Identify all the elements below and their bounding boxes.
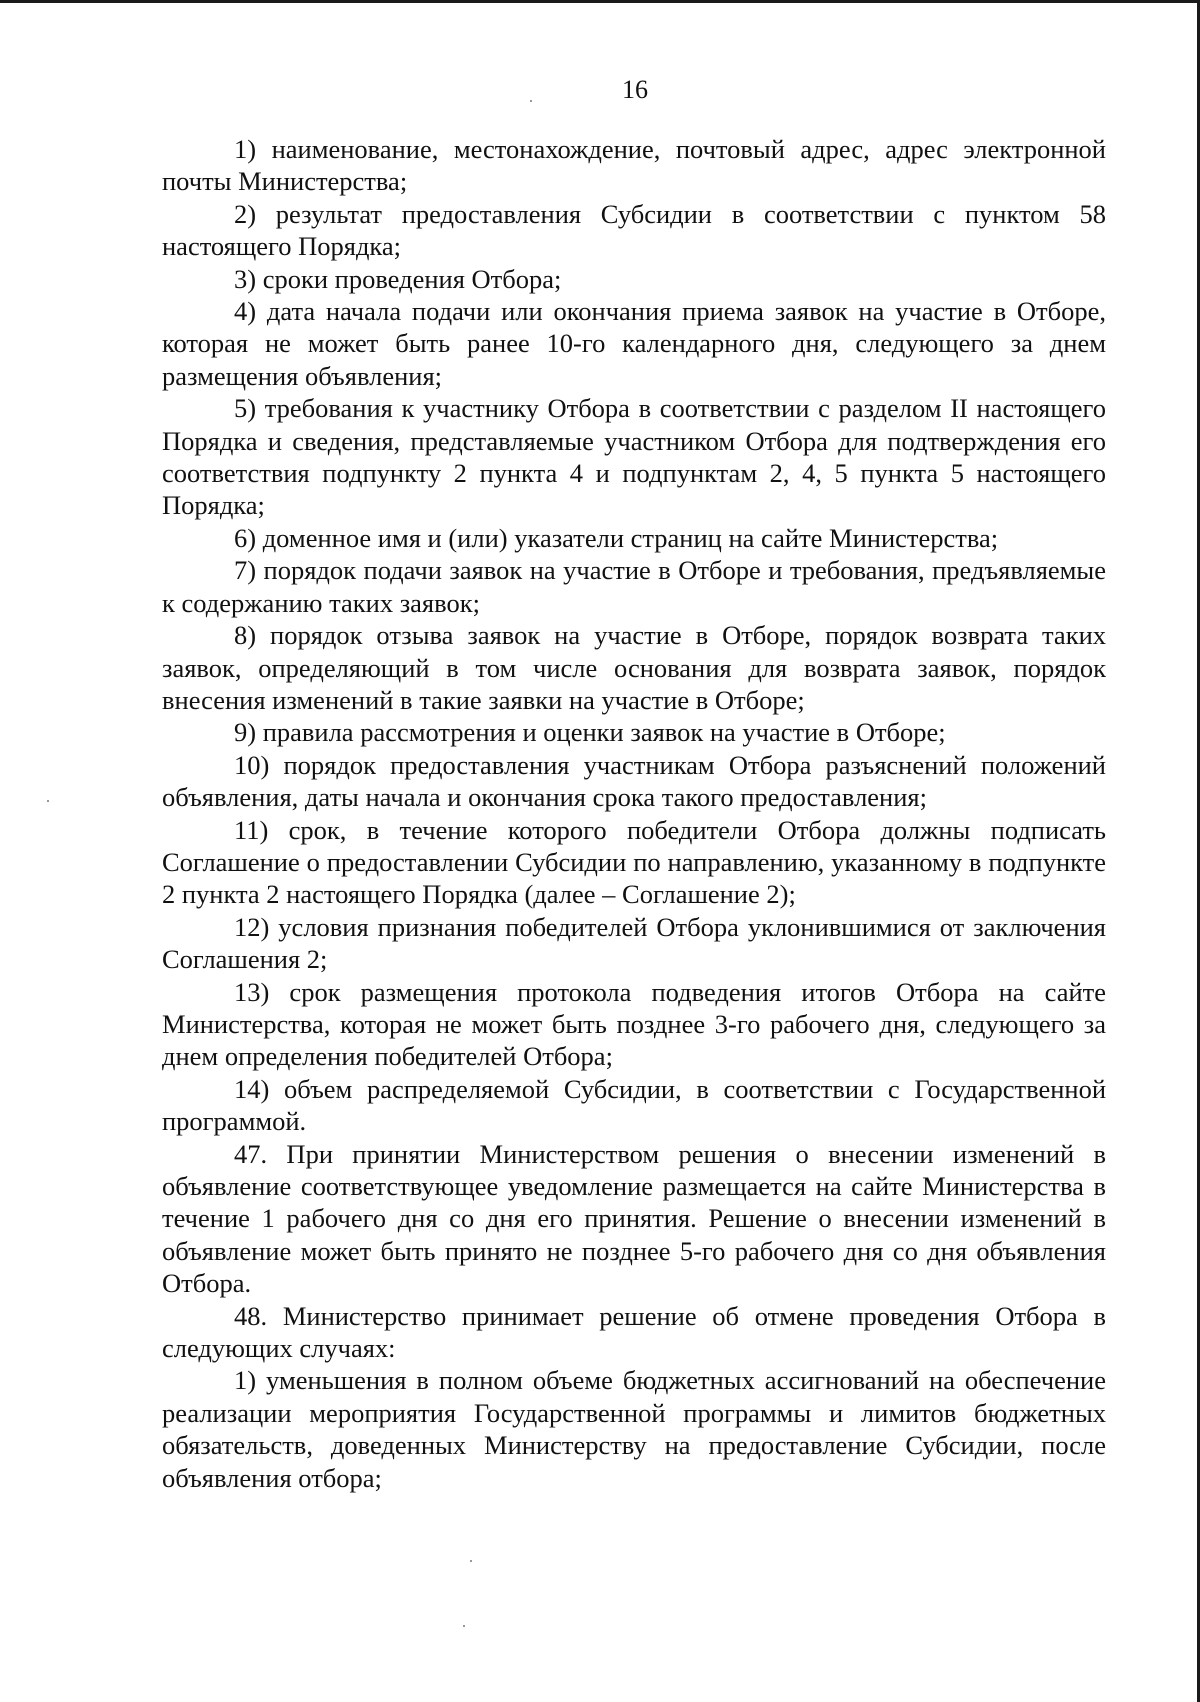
item-8-withdrawal-order: 8) порядок отзыва заявок на участие в Отборе, порядок возврата таких заявок, определяющий в том числе основания для возврата заявок, порядок внесения изменений в такие заявки на участие в Отборе; bbox=[162, 620, 1106, 715]
scan-speck bbox=[47, 800, 49, 802]
clause-48-item-1: 1) уменьшения в полном объеме бюджетных ассигнований на обеспечение реализации мероприятия Государственной программы и лимитов бюджетных обязательств, доведенных Министерству на предоставление Субсидии, после объявления отбора; bbox=[162, 1365, 1106, 1493]
clause-48: 48. Министерство принимает решение об отмене проведения Отбора в следующих случаях: bbox=[162, 1300, 1106, 1364]
document-body bbox=[162, 133, 1106, 1494]
item-3-terms: 3) сроки проведения Отбора; bbox=[234, 263, 562, 294]
item-2-result: 2) результат предоставления Субсидии в соответствии с пунктом 58 настоящего Порядка; bbox=[162, 198, 1106, 262]
item-10-clarifications: 10) порядок предоставления участникам Отбора разъяснений положений объявления, даты начала и окончания срока такого предоставления; bbox=[162, 749, 1106, 813]
item-1-name-address: 1) наименование, местонахождение, почтовый адрес, адрес электронной почты Министерства; bbox=[162, 134, 1106, 197]
item-12-evasion-conditions: 12) условия признания победителей Отбора уклонившимися от заключения Соглашения 2; bbox=[162, 911, 1106, 975]
scan-edge-top bbox=[0, 0, 1200, 3]
item-11-signing-term: 11) срок, в течение которого победители Отбора должны подписать Соглашение о предоставлении Субсидии по направлению, указанному в подпункте 2 пункта 2 настоящего Порядка (далее – Соглашение 2); bbox=[162, 814, 1106, 910]
item-14-volume: 14) объем распределяемой Субсидии, в соответствии с Государственной программой. bbox=[162, 1073, 1106, 1137]
item-13-protocol-term: 13) срок размещения протокола подведения итогов Отбора на сайте Министерства, которая не может быть позднее 3-го рабочего дня, следующего за днем определения победителей Отбора; bbox=[162, 976, 1106, 1072]
scan-speck bbox=[530, 100, 532, 102]
scan-speck bbox=[463, 1625, 465, 1627]
item-9-review-rules: 9) правила рассмотрения и оценки заявок на участие в Отборе; bbox=[234, 717, 946, 748]
page-number: 16 bbox=[622, 75, 648, 104]
item-5-requirements: 5) требования к участнику Отбора в соответствии с разделом II настоящего Порядка и сведения, представляемые участником Отбора для подтверждения его соответствия подпункту 2 пункта 4 и подпунктам 2, 4, 5 пункта 5 настоящего Порядка; bbox=[162, 393, 1106, 521]
item-6-domain: 6) доменное имя и (или) указатели страниц на сайте Министерства; bbox=[234, 522, 999, 553]
item-7-submission-order: 7) порядок подачи заявок на участие в Отборе и требования, предъявляемые к содержанию таких заявок; bbox=[162, 555, 1106, 618]
scan-speck bbox=[470, 1560, 472, 1562]
item-4-dates: 4) дата начала подачи или окончания приема заявок на участие в Отборе, которая не может быть ранее 10-го календарного дня, следующего за днем размещения объявления; bbox=[162, 296, 1106, 391]
clause-47: 47. При принятии Министерством решения о внесении изменений в объявление соответствующее уведомление размещается на сайте Министерства в течение 1 рабочего дня со дня его принятия. Решение о внесении изменений в объявление может быть принято не позднее 5-го рабочего дня со дня объявления Отбора. bbox=[162, 1138, 1106, 1299]
